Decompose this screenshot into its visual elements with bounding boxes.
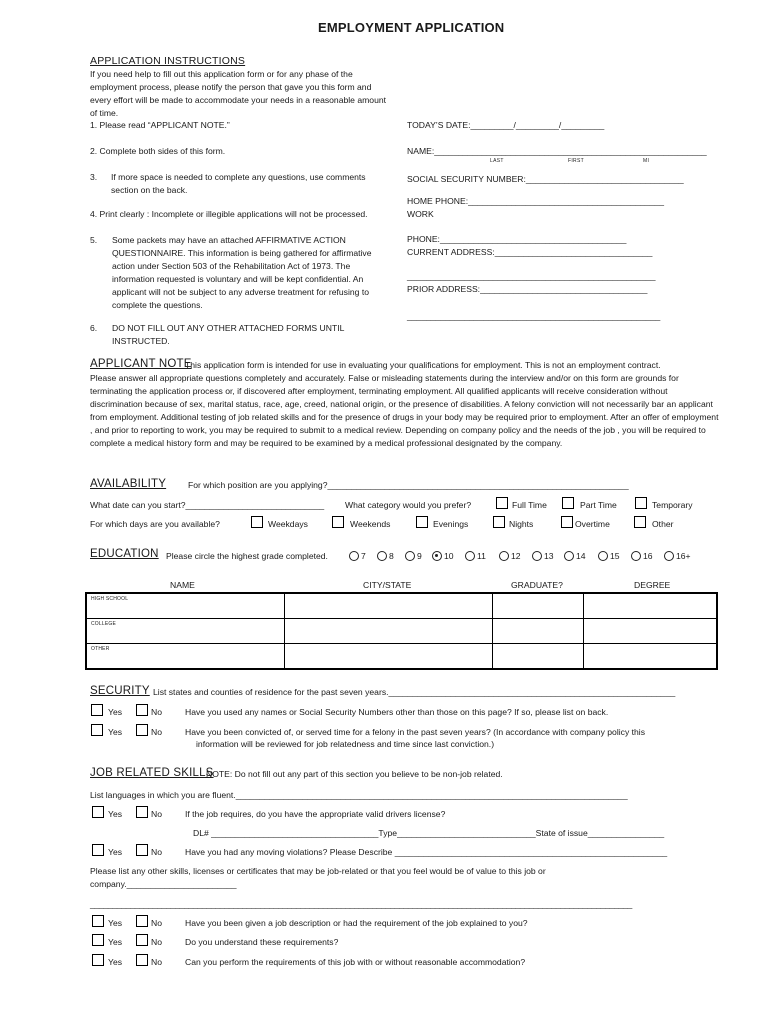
company-field[interactable]: company._______________________ — [90, 879, 237, 889]
grade-12-radio[interactable] — [499, 551, 509, 561]
q2-yes-checkbox[interactable] — [91, 724, 103, 736]
row-label-high-school: HIGH SCHOOL — [91, 596, 129, 602]
row-label-college: COLLEGE — [91, 621, 117, 627]
states-residence-field[interactable]: List states and counties of residence for the past seven years.____________________________________________________________ — [153, 687, 676, 697]
understand-question: Do you understand these requirements? — [185, 937, 339, 947]
grade-11-label: 11 — [477, 551, 486, 561]
prior-address-field[interactable]: PRIOR ADDRESS:___________________________________ — [407, 284, 648, 294]
high-school-degree-cell[interactable] — [584, 593, 718, 619]
violations-yes-label: Yes — [108, 847, 123, 857]
home-phone-field[interactable]: HOME PHONE:_________________________________________ — [407, 196, 665, 206]
grade-15-radio[interactable] — [598, 551, 608, 561]
grade-15-label: 15 — [610, 551, 620, 561]
grade-13-label: 13 — [544, 551, 554, 561]
security-question-2: Have you been convicted of, or served time for a felony in the past seven years? (In accordance with company policy this — [185, 727, 646, 737]
full-time-label: Full Time — [512, 500, 547, 510]
instruction-item-2: 2. Complete both sides of this form. — [90, 146, 226, 156]
current-address-field[interactable]: CURRENT ADDRESS:_________________________________ — [407, 247, 653, 257]
part-time-checkbox[interactable] — [562, 497, 574, 509]
education-col-graduate: GRADUATE? — [511, 580, 563, 590]
education-col-degree: DEGREE — [634, 580, 671, 590]
other-skills-line[interactable]: _________________________________________________________________________________________________________________________ — [90, 899, 633, 909]
drivers-license-field[interactable]: DL# ___________________________________Type_____________________________State of issue________________ — [193, 828, 665, 838]
name-last-caption: LAST — [490, 158, 504, 164]
violations-no-checkbox[interactable] — [136, 844, 148, 856]
evenings-label: Evenings — [433, 519, 469, 529]
other-checkbox[interactable] — [634, 516, 646, 528]
perform-no-checkbox[interactable] — [136, 954, 148, 966]
education-table — [85, 592, 718, 670]
grade-8-radio[interactable] — [377, 551, 387, 561]
college-name-cell[interactable] — [86, 619, 285, 644]
license-no-checkbox[interactable] — [136, 806, 148, 818]
other-name-cell[interactable] — [86, 644, 285, 670]
high-school-name-cell[interactable] — [86, 593, 285, 619]
job-skills-note: NOTE: Do not fill out any part of this section you believe to be non-job related. — [206, 769, 503, 779]
languages-field[interactable]: List languages in which you are fluent.__________________________________________________________________________________ — [90, 790, 628, 800]
part-time-label: Part Time — [580, 500, 617, 510]
work-label: WORK — [407, 209, 434, 219]
q1-yes-checkbox[interactable] — [91, 704, 103, 716]
security-question-1: Have you used any names or Social Security Numbers other than those on this page? If so, please list on back. — [185, 707, 609, 717]
applicant-note-body: Please answer all appropriate questions completely and accurately. False or misleading statements during the interview and/or on this form are grounds for terminating the application process or, if discovered after employment, terminating employment. All qualified applicants will receive consideration without discrimination because of sex, marital status, race, age, creed, national origin, or the presence of disabilities. A felony conviction will not necessarily bar an applicant from employment. Additional testing of job related skills and for the presence of drugs in your body may be required prior to employment. After an offer of employment , and prior to reporting to work, you may be required to submit to a medical review. Depending on company policy and the needs of the job , you will be required to complete a medical history form and may be required to be examined by a medical professional designated by the company. — [90, 373, 719, 448]
full-time-checkbox[interactable] — [496, 497, 508, 509]
instructions-heading: APPLICATION INSTRUCTIONS — [90, 55, 246, 67]
grade-8-label: 8 — [389, 551, 394, 561]
job-description-no-label: No — [151, 918, 162, 928]
job-description-question: Have you been given a job description or had the requirement of the job explained to you? — [185, 918, 528, 928]
days-label: For which days are you available? — [90, 519, 220, 529]
grade-14-label: 14 — [576, 551, 586, 561]
weekends-checkbox[interactable] — [332, 516, 344, 528]
weekdays-label: Weekdays — [268, 519, 308, 529]
instruction-item-5-number: 5. — [90, 235, 98, 245]
current-address-line-2[interactable]: ____________________________________________________ — [407, 271, 656, 281]
perform-question: Can you perform the requirements of this job with or without reasonable accommodation? — [185, 957, 526, 967]
job-skills-heading: JOB RELATED SKILLS — [90, 767, 214, 779]
page-title: EMPLOYMENT APPLICATION — [318, 20, 505, 35]
table-row — [86, 593, 717, 619]
instruction-item-3-number: 3. — [90, 172, 98, 182]
phone-field[interactable]: PHONE:_______________________________________ — [407, 234, 627, 244]
perform-yes-checkbox[interactable] — [92, 954, 104, 966]
violations-no-label: No — [151, 847, 162, 857]
college-city-cell[interactable] — [285, 619, 493, 644]
instruction-item-4: 4. Print clearly : Incomplete or illegible applications will not be processed. — [90, 209, 368, 219]
license-yes-label: Yes — [108, 809, 123, 819]
grade-10-label: 10 — [444, 551, 454, 561]
applicant-note-first-line: This application form is intended for use in evaluating your qualifications for employment. This is not an employment contract. — [185, 360, 661, 370]
education-col-city: CITY/STATE — [363, 580, 412, 590]
name-field[interactable]: NAME:_________________________________________________________ — [407, 146, 707, 156]
grade-14-radio[interactable] — [564, 551, 574, 561]
applicant-note-heading: APPLICANT NOTE — [90, 358, 192, 370]
start-date-field[interactable]: What date can you start?_____________________________ — [90, 500, 325, 510]
ssn-field[interactable]: SOCIAL SECURITY NUMBER:_________________________________ — [407, 174, 684, 184]
availability-heading: AVAILABILITY — [90, 478, 167, 490]
category-label: What category would you prefer? — [345, 500, 472, 510]
name-mi-caption: MI — [643, 158, 650, 164]
position-field[interactable]: For which position are you applying?_______________________________________________________________ — [188, 480, 629, 490]
education-prompt: Please circle the highest grade completed. — [166, 551, 328, 561]
other-label: Other — [652, 519, 674, 529]
weekdays-checkbox[interactable] — [251, 516, 263, 528]
temporary-checkbox[interactable] — [635, 497, 647, 509]
job-description-yes-checkbox[interactable] — [92, 915, 104, 927]
q2-no-checkbox[interactable] — [136, 724, 148, 736]
violations-field[interactable]: Have you had any moving violations? Please Describe _________________________________________________________ — [185, 847, 668, 857]
table-row — [86, 619, 717, 644]
instruction-item-6-number: 6. — [90, 323, 98, 333]
q1-no-label: No — [151, 707, 162, 717]
weekends-label: Weekends — [350, 519, 391, 529]
grade-9-radio[interactable] — [405, 551, 415, 561]
grade-9-label: 9 — [417, 551, 422, 561]
grade-10-radio[interactable] — [432, 551, 442, 561]
security-heading: SECURITY — [90, 685, 150, 697]
license-no-label: No — [151, 809, 162, 819]
overtime-checkbox[interactable] — [561, 516, 573, 528]
high-school-city-cell[interactable] — [285, 593, 493, 619]
education-col-name: NAME — [170, 580, 195, 590]
q1-no-checkbox[interactable] — [136, 704, 148, 716]
grade-16-label: 16 — [643, 551, 653, 561]
overtime-label: Overtime — [575, 519, 610, 529]
other-degree-cell[interactable] — [584, 644, 718, 670]
evenings-checkbox[interactable] — [416, 516, 428, 528]
grade-16-radio[interactable] — [631, 551, 641, 561]
security-question-2-continued: information will be reviewed for job relatedness and time since last conviction.) — [196, 739, 495, 749]
grade-16-plus-label: 16+ — [676, 551, 691, 561]
grade-7-label: 7 — [361, 551, 366, 561]
license-question: If the job requires, do you have the appropriate valid drivers license? — [185, 809, 446, 819]
other-city-cell[interactable] — [285, 644, 493, 670]
job-description-no-checkbox[interactable] — [136, 915, 148, 927]
license-yes-checkbox[interactable] — [92, 806, 104, 818]
understand-no-label: No — [151, 937, 162, 947]
grade-16-plus-radio[interactable] — [664, 551, 674, 561]
row-label-other: OTHER — [91, 646, 110, 652]
todays-date-field[interactable]: TODAY’S DATE:_________/_________/_________ — [407, 120, 605, 130]
perform-no-label: No — [151, 957, 162, 967]
q1-yes-label: Yes — [108, 707, 123, 717]
prior-address-line-2[interactable]: _____________________________________________________ — [407, 311, 661, 321]
perform-yes-label: Yes — [108, 957, 123, 967]
instruction-item-6: DO NOT FILL OUT ANY OTHER ATTACHED FORMS UNTIL INSTRUCTED. — [112, 323, 345, 346]
table-row — [86, 644, 717, 670]
q2-no-label: No — [151, 727, 162, 737]
understand-yes-checkbox[interactable] — [92, 934, 104, 946]
other-graduate-cell[interactable] — [493, 644, 584, 670]
violations-yes-checkbox[interactable] — [92, 844, 104, 856]
other-skills-label: Please list any other skills, licenses or certificates that may be job-related or that you feel would be of value to this job or — [90, 866, 546, 876]
grade-11-radio[interactable] — [465, 551, 475, 561]
understand-yes-label: Yes — [108, 937, 123, 947]
instruction-item-3: If more space is needed to complete any questions, use comments section on the back. — [111, 172, 366, 195]
understand-no-checkbox[interactable] — [136, 934, 148, 946]
grade-7-radio[interactable] — [349, 551, 359, 561]
q2-yes-label: Yes — [108, 727, 123, 737]
nights-label: Nights — [509, 519, 534, 529]
grade-12-label: 12 — [511, 551, 521, 561]
temporary-label: Temporary — [652, 500, 693, 510]
instruction-item-1: 1. Please read “APPLICANT NOTE.” — [90, 120, 230, 130]
instructions-intro: If you need help to fill out this application form or for any phase of the employment process, please notify the person that gave you this form and every effort will be made to accommodate your needs in a reasonable amount of time. — [90, 69, 387, 118]
nights-checkbox[interactable] — [493, 516, 505, 528]
high-school-graduate-cell[interactable] — [493, 593, 584, 619]
name-first-caption: FIRST — [568, 158, 584, 164]
education-heading: EDUCATION — [90, 548, 159, 560]
college-graduate-cell[interactable] — [493, 619, 584, 644]
instruction-item-5: Some packets may have an attached AFFIRMATIVE ACTION QUESTIONNAIRE. This information is being gathered for affirmative action under Section 503 of the Rehabilitation Act of 1973. The information requested is voluntary and will be kept confidential. An applicant will not be subject to any adverse treatment for refusing to complete the questions. — [112, 235, 372, 310]
job-description-yes-label: Yes — [108, 918, 123, 928]
grade-13-radio[interactable] — [532, 551, 542, 561]
college-degree-cell[interactable] — [584, 619, 718, 644]
